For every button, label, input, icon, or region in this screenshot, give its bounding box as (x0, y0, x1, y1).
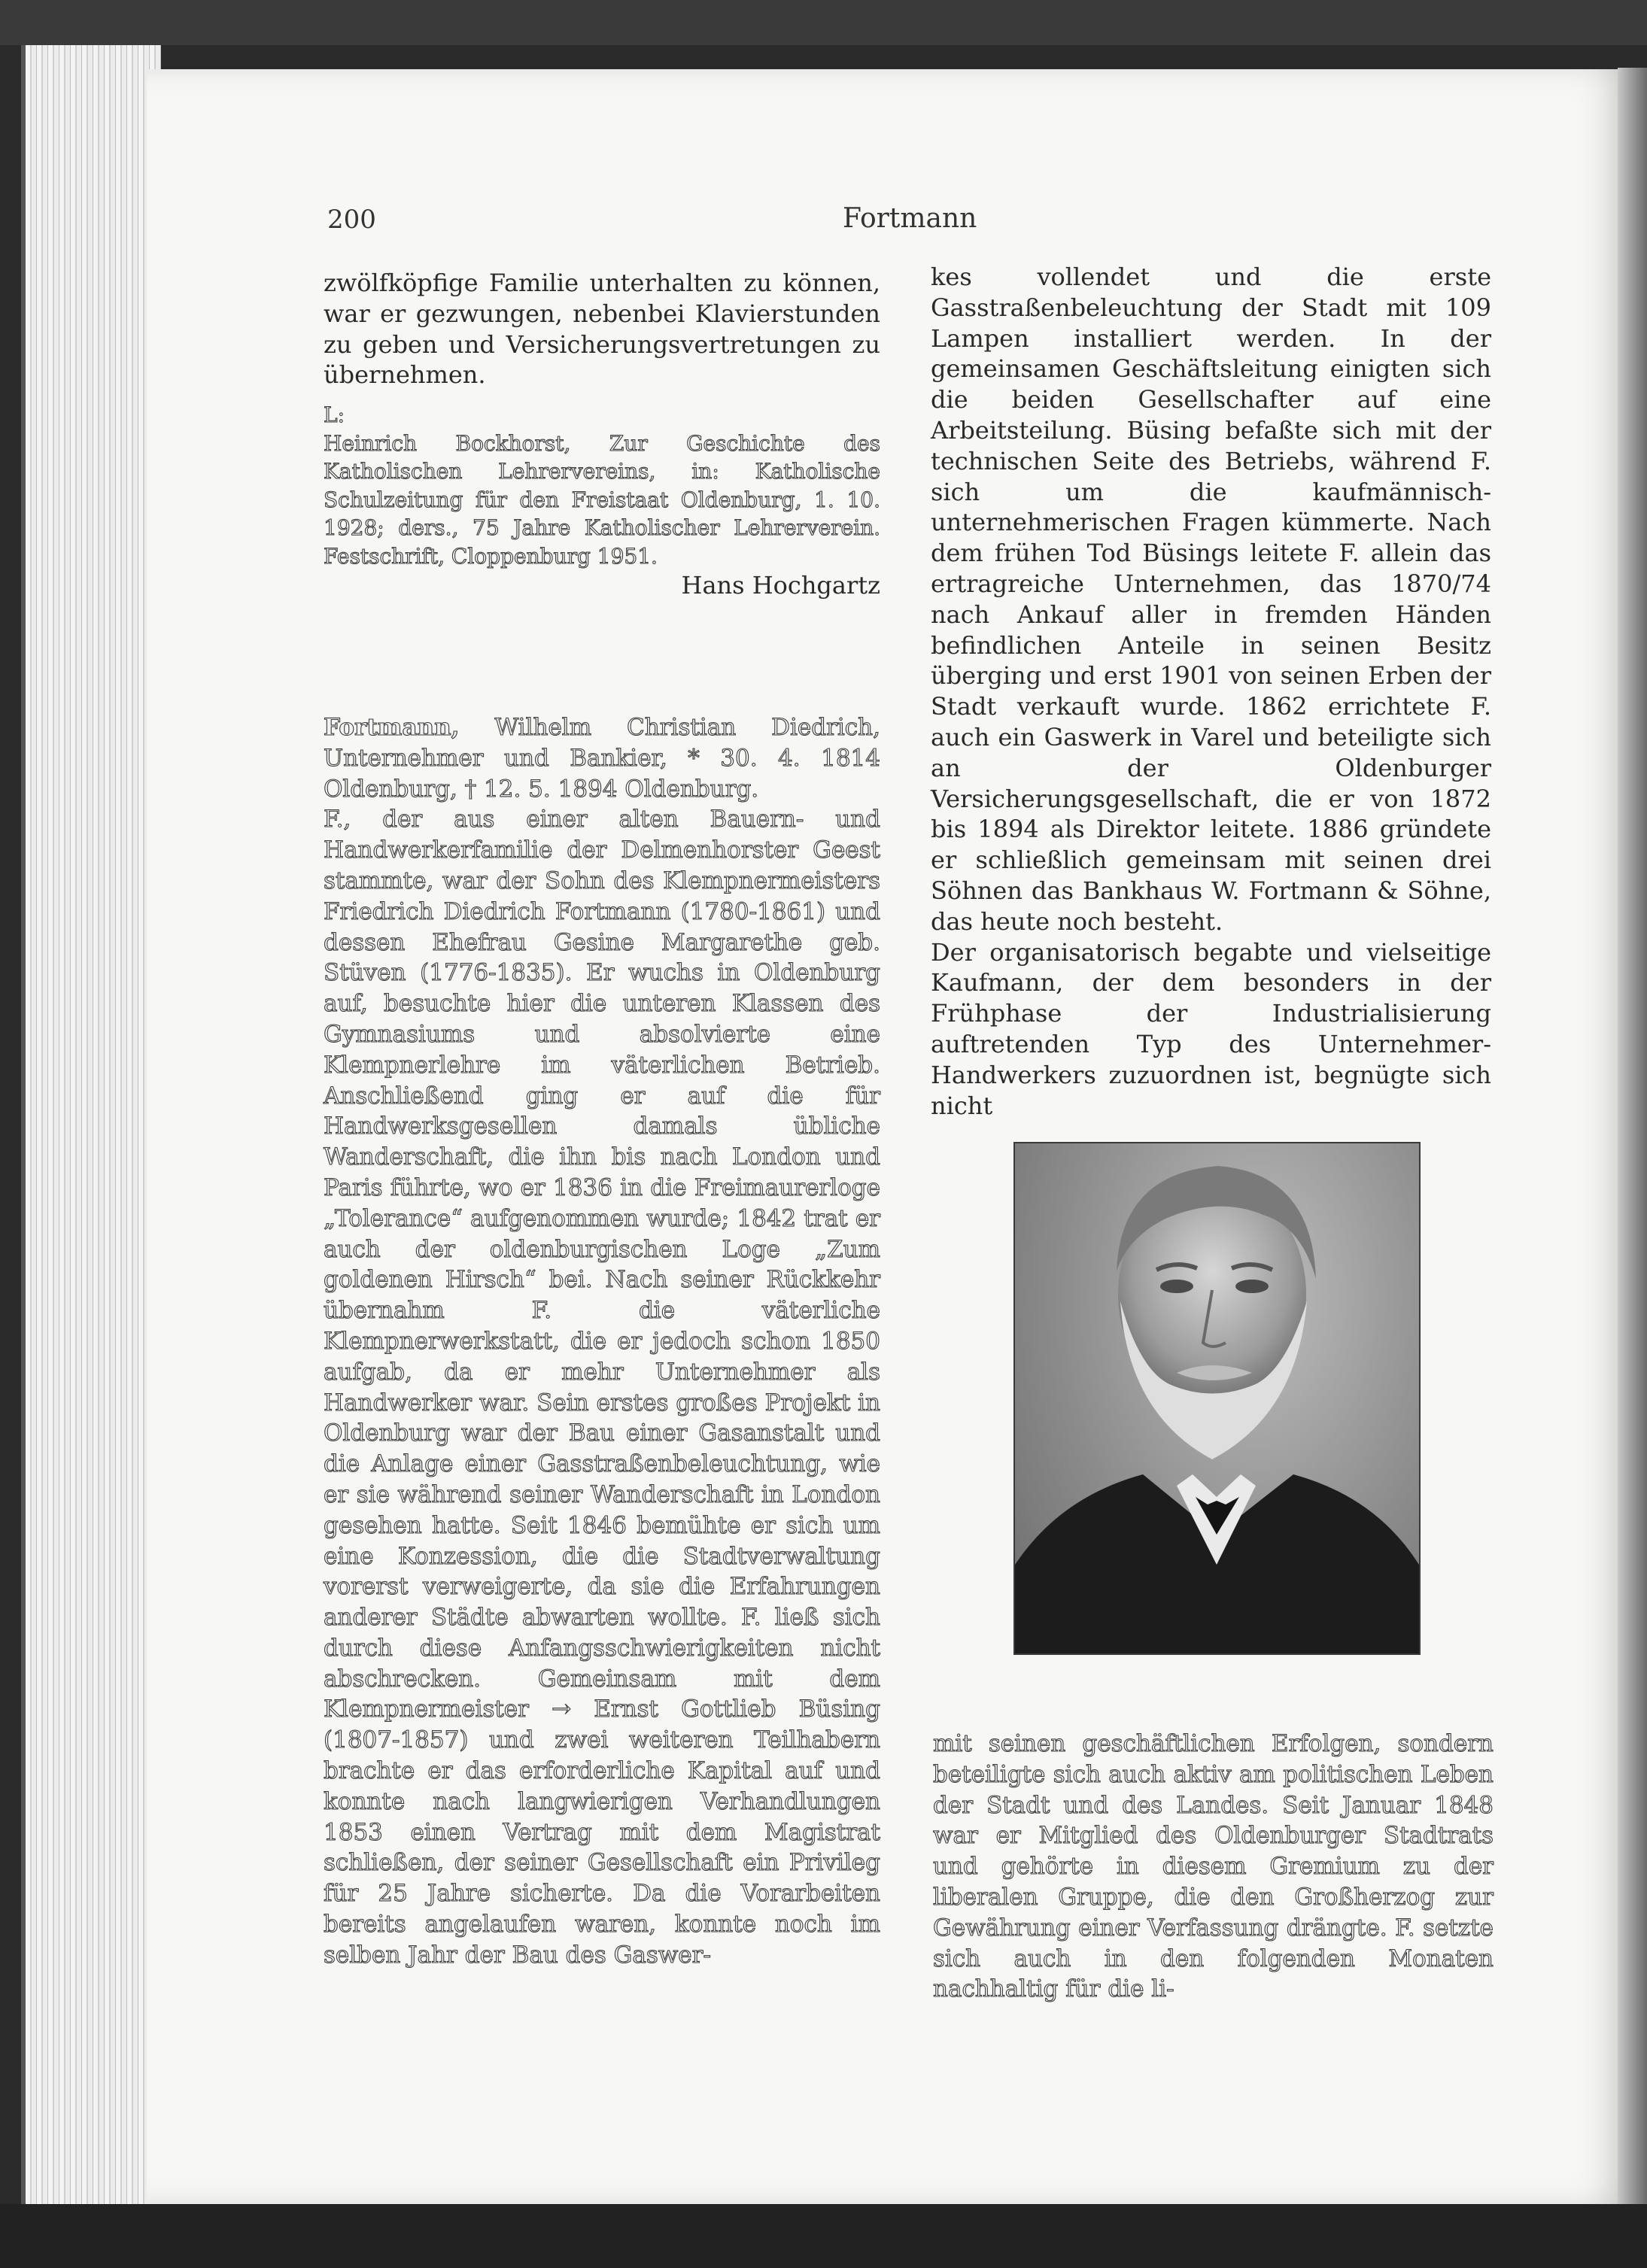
right-paragraph-2: Der organisatorisch begabte und vielseitige Kaufmann, der dem besonders in der Frühphase der Industrialisierung auftretenden Typ des Unternehmer-Handwerkers zuzuordnen ist, begnügte sich nicht (931, 937, 1491, 1120)
literature-references: Heinrich Bockhorst, Zur Geschichte des Katholischen Lehrervereins, in: Katholische Schulzeitung für den Freistaat Oldenburg, 1. 10. 1928; ders., 75 Jahre Katholischer Lehrerverein. Festschrift, Cloppenburg 1951. (324, 430, 880, 569)
right-paragraph-3: mit seinen geschäftlichen Erfolgen, sondern beteiligte sich auch aktiv am politischen Leben der Stadt und des Landes. Seit Januar 1848 war er Mitglied des Oldenburger Stadtrats und gehörte in diesem Gremium zu der liberalen Gruppe, die den Großherzog zur Gewährung einer Verfassung drängte. F. setzte sich auch in den folgenden Monaten nachhaltig für die li- (933, 1730, 1494, 2003)
portrait-drawing (1015, 1143, 1419, 1653)
entry-body: F., der aus einer alten Bauern- und Handwerkerfamilie der Delmenhorster Geest stammte, war der Sohn des Klempnermeisters Friedrich Diedrich Fortmann (1780-1861) und dessen Ehefrau Gesine Margarethe geb. Stüven (1776-1835). Er wuchs in Oldenburg auf, besuchte hier die unteren Klassen des Gymnasiums und absolvierte eine Klempnerlehre im väterlichen Betrieb. Anschließend ging er auf die für Handwerksgesellen damals übliche Wanderschaft, die ihn bis nach London und Paris führte, wo er 1836 in die Freimaurerloge „Tolerance“ aufgenommen wurde; 1842 trat er auch der oldenburgischen Loge „Zum goldenen Hirsch“ bei. Nach seiner Rückkehr übernahm F. die väterliche Klempnerwerkstatt, die er jedoch schon 1850 aufgab, da er mehr Unternehmer als Handwerker war. Sein erstes großes Projekt in Oldenburg war der Bau einer Gasanstalt und die Anlage einer Gasstraßenbeleuchtung, wie er sie während seiner Wanderschaft in London gesehen hatte. Seit 1846 bemühte er sich um eine Konzession, die die Stadtverwaltung vorerst verweigerte, da sie die Erfahrungen anderer Städte abwarten wollte. F. ließ sich durch diese Anfangsschwierigkeiten nicht abschrecken. Gemeinsam mit dem Klempnermeister → Ernst Gottlieb Büsing (1807-1857) und zwei weiteren Teilhabern brachte er das erforderliche Kapital auf und konnte nach langwierigen Verhandlungen 1853 einen Vertrag mit dem Magistrat schließen, der seiner Gesellschaft ein Privileg für 25 Jahre sicherte. Da die Vorarbeiten bereits angelaufen waren, konnte noch im selben Jahr der Bau des Gaswer- (324, 806, 880, 1969)
intro-paragraph: zwölfköpfige Familie unterhalten zu können, war er gezwungen, nebenbei Klavierstunden zu geben und Versicherungsvertretungen zu übernehmen. (324, 269, 880, 390)
scan-border-bottom (0, 2204, 1647, 2268)
entry-name: Fortmann, (324, 713, 460, 741)
entry-spacer (324, 601, 880, 712)
portrait-photo-icon (1013, 1142, 1421, 1655)
page-number: 200 (327, 205, 376, 235)
scan-border-top (0, 0, 1647, 45)
entry-heading (324, 712, 880, 804)
running-header: Fortmann (843, 203, 977, 234)
article-author: Hans Hochgartz (681, 571, 880, 600)
book-page-edges (21, 45, 161, 2204)
right-column-bottom (933, 1729, 1494, 2005)
literature-label: L: (324, 402, 345, 428)
right-paragraph-1: kes vollendet und die erste Gasstraßenbeleuchtung der Stadt mit 109 Lampen installiert werden. In der gemeinsamen Geschäftsleitung einigten sich die beiden Gesellschafter auf eine Arbeitsteilung. Büsing befaßte sich mit der technischen Seite des Betriebs, während F. sich um die kaufmännisch-unternehmerischen Fragen kümmerte. Nach dem frühen Tod Büsings leitete F. allein das ertragreiche Unternehmen, das 1870/74 nach Ankauf aller in fremden Händen befindlichen Anteile in seinen Besitz überging und erst 1901 von seinen Erben der Stadt verkauft wurde. 1862 errichtete F. auch ein Gaswerk in Varel und beteiligte sich an der Oldenburger Versicherungsgesellschaft, die er von 1872 bis 1894 als Direktor leitete. 1886 gründete er schließlich gemeinsam mit seinen drei Söhnen das Bankhaus W. Fortmann & Söhne, das heute noch besteht. (931, 263, 1491, 936)
entry-heading-details: Wilhelm Christian Diedrich, Unternehmer und Bankier, * 30. 4. 1814 Oldenburg, † 12. 5. 1894 Oldenburg. (324, 713, 880, 803)
book-gutter-shadow (1618, 68, 1647, 2204)
right-column-top (931, 262, 1491, 1121)
left-column (324, 268, 880, 1971)
